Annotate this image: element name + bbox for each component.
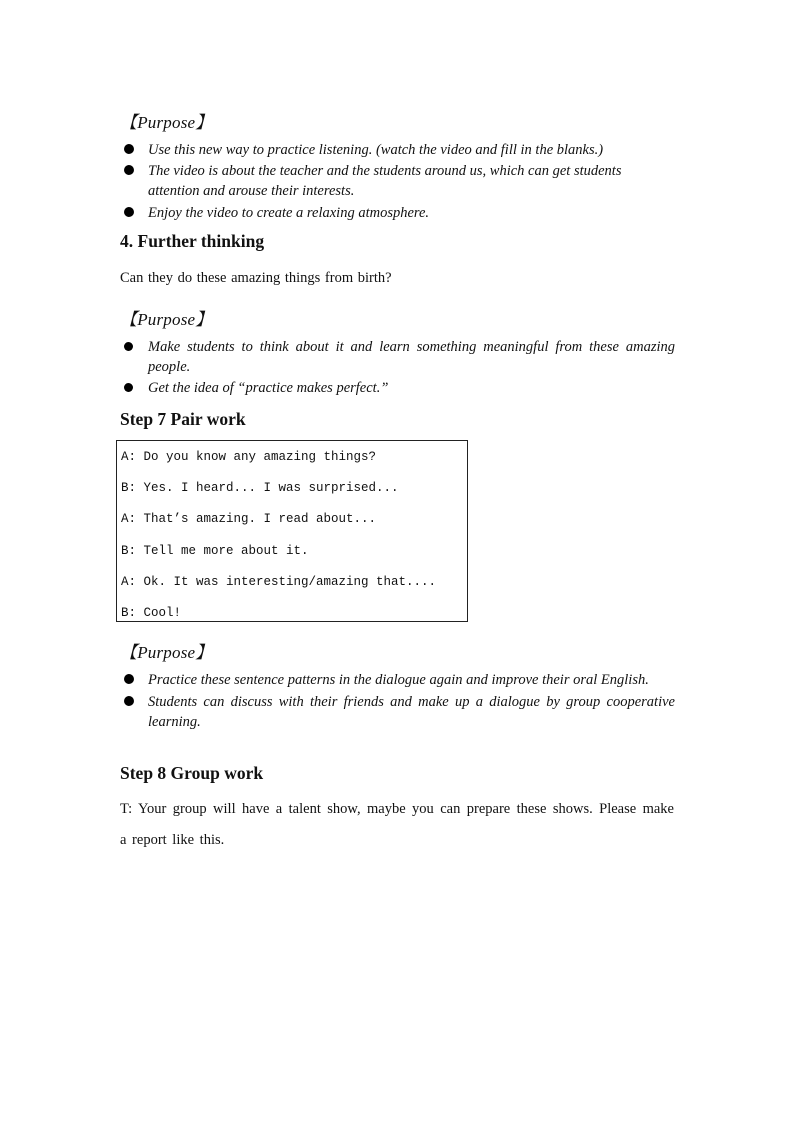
section-heading: Step 8 Group work (120, 763, 264, 783)
purpose-label: 【Purpose】 (120, 113, 213, 132)
dialogue-line: B: Cool! (121, 605, 182, 620)
section-heading: Step 7 Pair work (120, 409, 246, 429)
question-text: Can they do these amazing things from birth? (120, 270, 392, 286)
bullet-dot-icon (124, 342, 133, 351)
purpose-bullet-list (120, 337, 675, 398)
bullet-item: The video is about the teacher and the students around us, which can get students attention and arouse their interests. (120, 161, 675, 201)
purpose-bullet-list (120, 140, 675, 224)
bullet-item: Get the idea of “practice makes perfect.” (120, 378, 675, 398)
dialogue-line: A: Ok. It was interesting/amazing that.... (121, 574, 437, 589)
bullet-item: Enjoy the video to create a relaxing atmosphere. (120, 203, 675, 223)
bullet-item: Students can discuss with their friends and make up a dialogue by group cooperative learning. (120, 692, 675, 732)
purpose-label: 【Purpose】 (120, 310, 213, 329)
dialogue-line: B: Yes. I heard... I was surprised... (121, 481, 399, 496)
bullet-dot-icon (124, 144, 134, 154)
bullet-item: Use this new way to practice listening. (watch the video and fill in the blanks.) (120, 140, 675, 160)
dialogue-box (116, 440, 468, 622)
dialogue-line: A: That’s amazing. I read about... (121, 512, 377, 527)
purpose-bullet-list (120, 670, 675, 732)
bullet-item: Practice these sentence patterns in the dialogue again and improve their oral English. (120, 670, 675, 690)
purpose-label: 【Purpose】 (120, 643, 213, 662)
dialogue-line: B: Tell me more about it. (121, 543, 309, 558)
bullet-dot-icon (124, 383, 133, 392)
bullet-item: Make students to think about it and learn something meaningful from these amazing people. (120, 337, 675, 377)
section-heading: 4. Further thinking (120, 231, 265, 251)
dialogue-line: A: Do you know any amazing things? (121, 450, 377, 464)
bullet-dot-icon (124, 674, 134, 684)
bullet-dot-icon (124, 165, 134, 175)
bullet-dot-icon (124, 207, 134, 217)
bullet-dot-icon (124, 696, 134, 706)
report-paragraph: T: Your group will have a talent show, maybe you can prepare these shows. Please make a report like this. (120, 801, 674, 848)
